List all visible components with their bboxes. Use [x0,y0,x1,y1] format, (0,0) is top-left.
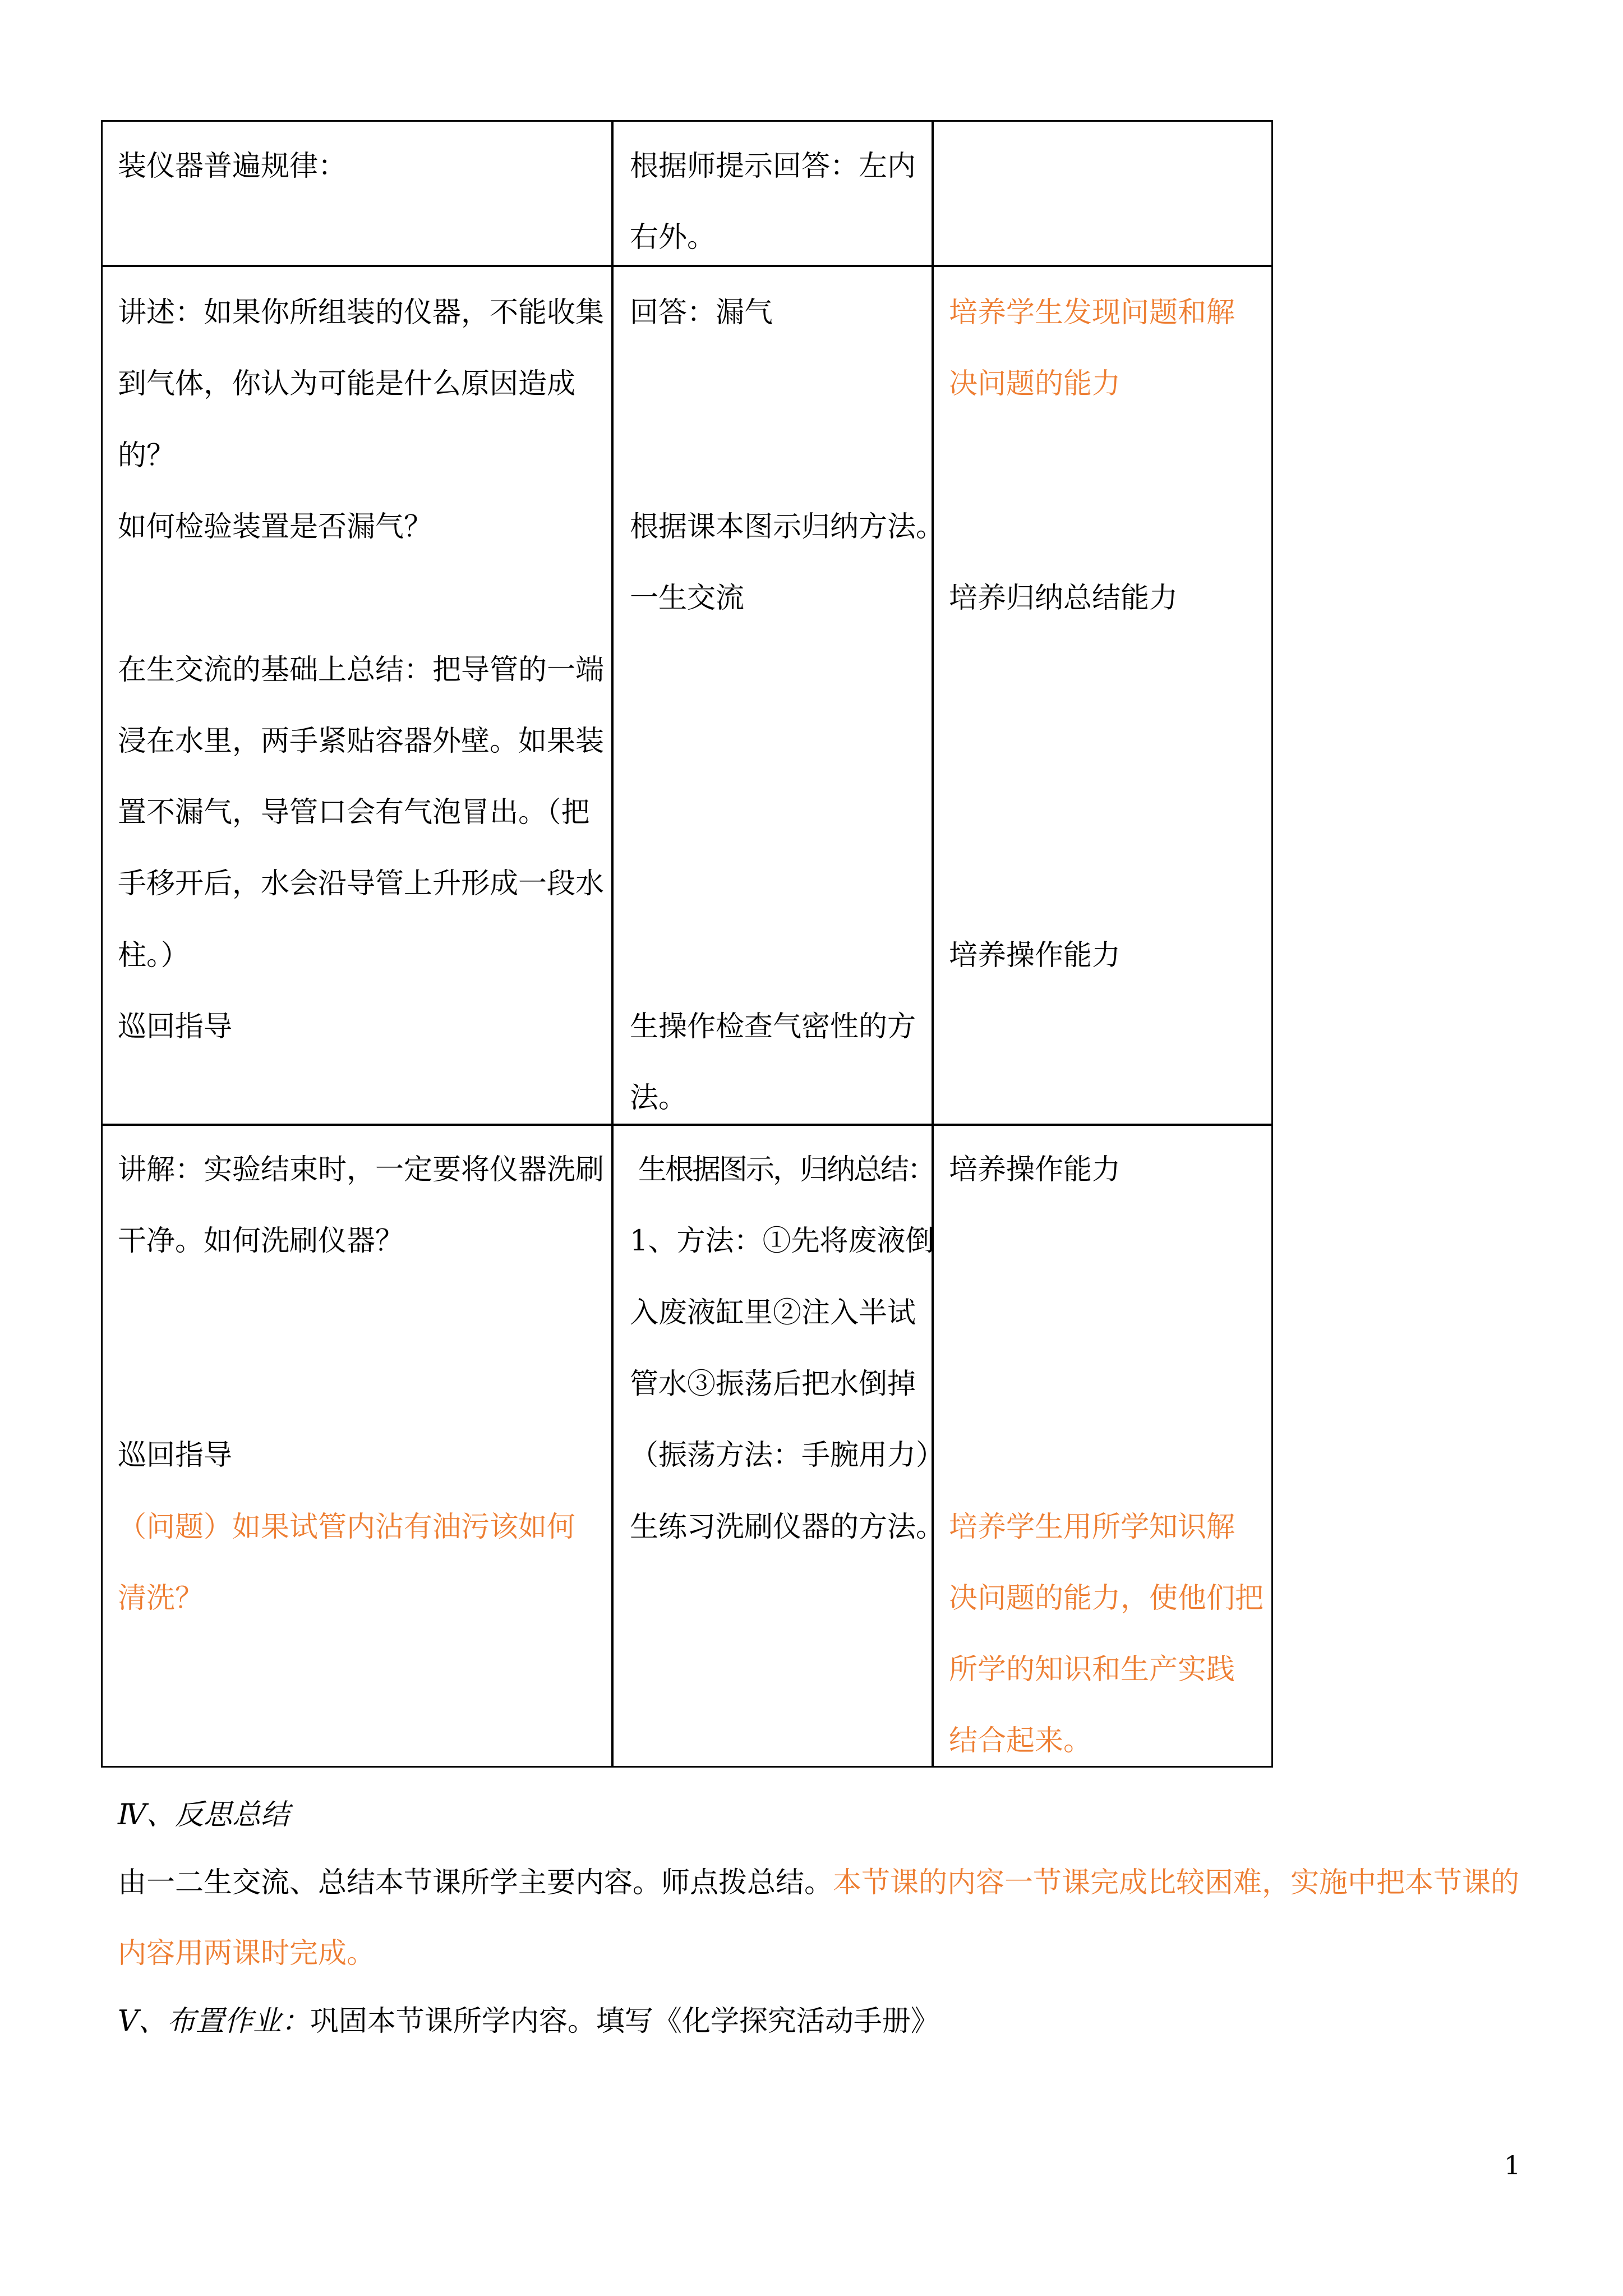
homework-text: 巩固本节课所学内容。填写《化学探究活动手册》 [310,2005,939,2038]
teacher-activity-line: 巡回指导 [118,1439,233,1473]
student-activity-cell [611,265,945,1126]
section-heading-homework: Ⅴ、布置作业： [118,2005,310,2038]
teacher-activity-line: 巡回指导 [118,1010,233,1043]
design-intent-cell [932,265,1273,1126]
teacher-activity-line: 置不漏气，导管口会有气泡冒出。（把 [118,796,590,830]
teacher-activity-line: 干净。如何洗刷仪器？ [118,1225,404,1258]
student-activity-line: 回答：漏气 [630,296,773,329]
section-heading-reflection: Ⅳ、反思总结 [118,1798,289,1832]
design-intent-line: 决问题的能力 [949,367,1121,401]
student-activity-line: 生操作检查气密性的方 [630,1010,916,1043]
design-intent-line: 决问题的能力，使他们把 [949,1581,1264,1615]
student-activity-line: （振荡方法：手腕用力） [630,1439,945,1473]
teacher-activity-line: 如何检验装置是否漏气？ [118,510,433,544]
teacher-activity-line: 手移开后，水会沿导管上升形成一段水 [118,867,605,901]
teacher-activity-line: 的？ [118,439,176,472]
design-intent-line: 所学的知识和生产实践 [949,1653,1235,1687]
design-intent-line: 培养操作能力 [949,938,1121,972]
reflection-note: 本节课的内容一节课完成比较困难，实施中把本节课的 [833,1866,1520,1899]
design-intent-line: 培养学生用所学知识解 [949,1510,1235,1544]
teacher-activity-line: 清洗？ [118,1581,204,1615]
design-intent-line: 培养归纳总结能力 [949,582,1178,615]
reflection-note: 内容用两课时完成。 [118,1937,376,1970]
page-number: 1 [1504,2150,1521,2180]
design-intent-line: 培养学生发现问题和解 [949,296,1235,329]
design-intent-cell [932,1124,1273,1768]
design-intent-line: 培养操作能力 [949,1153,1121,1186]
teacher-activity-line: 讲解：实验结束时，一定要将仪器洗刷 [118,1153,605,1186]
student-activity-line: 1、方法：①先将废液倒 [630,1225,934,1258]
teacher-activity-line: （问题）如果试管内沾有油污该如何 [118,1510,576,1544]
design-intent-line: 结合起来。 [949,1724,1092,1758]
student-activity-line: 一生交流 [630,582,745,615]
reflection-text: 由一二生交流、总结本节课所学主要内容。师点拨总结。 [118,1866,833,1899]
student-activity-line: 生根据图示，归纳总结： [638,1153,935,1186]
teacher-activity-line: 讲述：如果你所组装的仪器，不能收集 [118,296,605,329]
teacher-activity-cell [101,1124,614,1768]
teacher-activity-line: 到气体，你认为可能是什么原因造成 [118,367,576,401]
homework-line [118,2004,939,2040]
teacher-activity-line: 装仪器普遍规律： [118,150,347,183]
student-activity-cell [611,120,934,267]
student-activity-line: 管水③振荡后把水倒掉 [630,1367,916,1401]
student-activity-line: 根据师提示回答：左内 [630,150,916,183]
design-intent-cell [932,120,1273,267]
student-activity-line: 法。 [630,1082,688,1115]
student-activity-cell [611,1124,945,1768]
teacher-activity-line: 柱。） [118,938,190,972]
student-activity-line: 入废液缸里②注入半试 [630,1296,916,1329]
student-activity-line: 右外。 [630,221,716,255]
reflection-paragraph-line [118,1865,1519,1901]
teacher-activity-cell [101,265,614,1126]
teacher-activity-line: 浸在水里，两手紧贴容器外壁。如果装 [118,724,605,758]
student-activity-line: 生练习洗刷仪器的方法。 [630,1510,945,1544]
student-activity-line: 根据课本图示归纳方法。 [630,510,945,544]
teacher-activity-cell [101,120,614,267]
teacher-activity-line: 在生交流的基础上总结：把导管的一端 [118,653,605,687]
